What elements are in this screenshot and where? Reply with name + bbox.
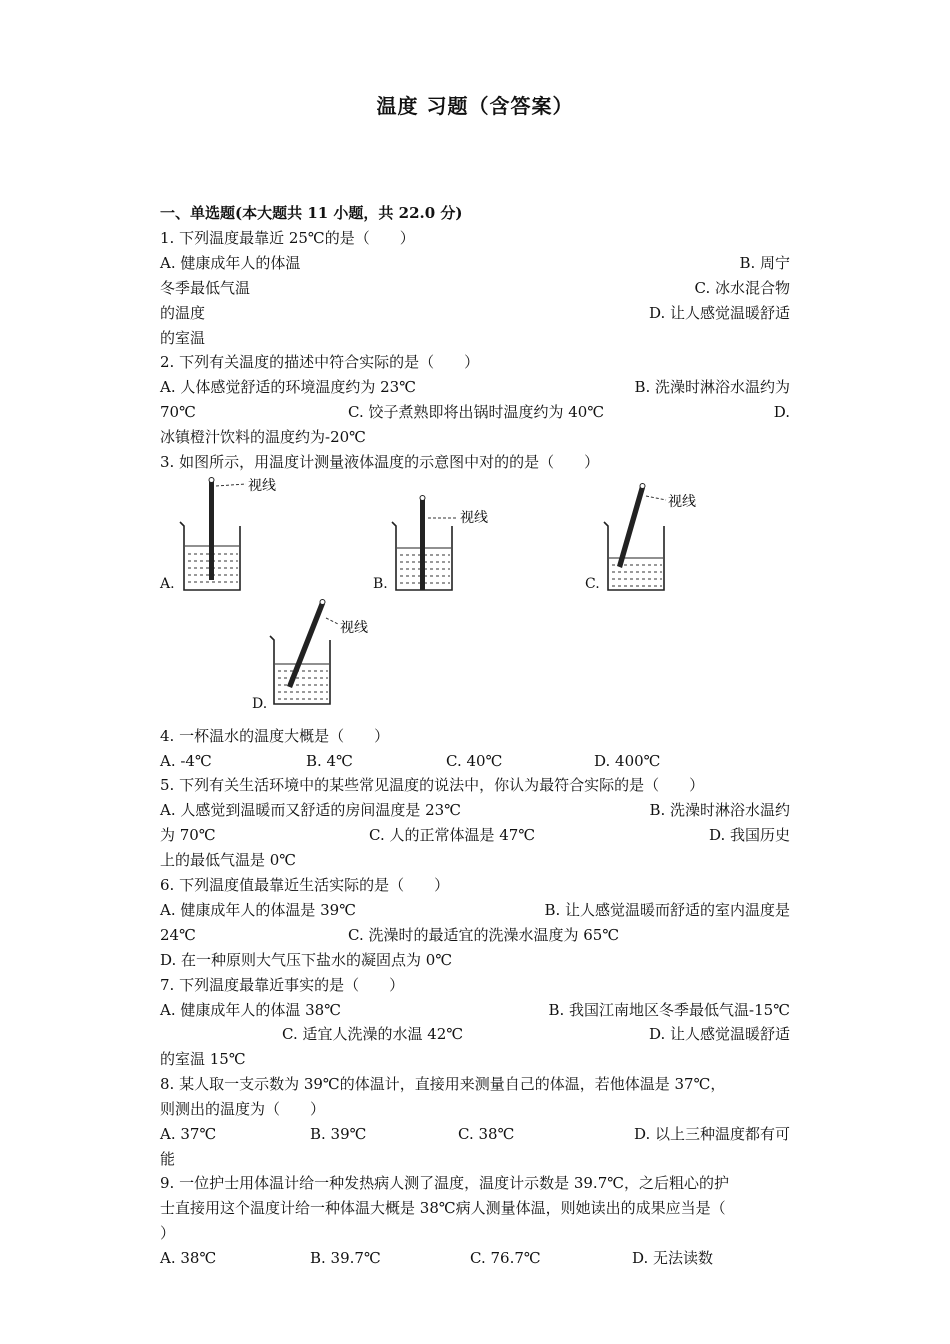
q7-option-a: A. 健康成年人的体温 38℃ [160,1001,342,1019]
q4-stem: 4. 一杯温水的温度大概是（ ） [160,727,390,745]
q9-option-a: A. 38℃ [160,1249,217,1267]
q1-line-3 [160,301,790,326]
q8-option-c: C. 38℃ [458,1125,515,1143]
q6-line-2 [160,923,790,948]
q1-option-c-cont: 的温度 [160,304,206,322]
q7-option-b: B. 我国江南地区冬季最低气温-15℃ [548,1001,790,1019]
q2-line-2 [160,400,790,425]
q3-b-sightline-label: 视线 [460,510,488,526]
q4-option-c: C. 40℃ [446,752,503,770]
q8-stem: 8. 某人取一支示数为 39℃的体温计，直接用来测量自己的体温，若他体温是 37℃， [160,1075,726,1093]
q8-option-d-cont: 能 [160,1150,176,1168]
q3-figure-c [600,478,710,594]
page-title: 温度 习题（含答案） [376,94,574,118]
q9-options [160,1246,790,1271]
q4-option-b: B. 4℃ [306,752,353,770]
q3-a-sightline-label: 视线 [248,478,276,494]
q4-options [160,749,790,774]
q7-option-d: D. 让人感觉温暖舒适 [648,1025,790,1043]
q5-option-b: B. 洗澡时淋浴水温约 [649,801,790,819]
q1-option-b-cont: 冬季最低气温 [160,279,251,297]
q6-option-b-cont: 24℃ [160,926,196,944]
q5-option-b-cont: 为 70℃ [160,826,216,844]
q5-option-a: A. 人感觉到温暖而又舒适的房间温度是 23℃ [160,801,462,819]
q3-figure-a [176,474,286,594]
q9-option-c: C. 76.7℃ [470,1249,541,1267]
q3-stem: 3. 如图所示，用温度计测量液体温度的示意图中对的的是（ ） [160,453,600,471]
q9-option-b: B. 39.7℃ [310,1249,381,1267]
q3-option-c: C. [585,576,600,592]
q5-option-d-cont: 上的最低气温是 0℃ [160,851,297,869]
q1-option-d: D. 让人感觉温暖舒适 [648,304,790,322]
q1-option-a: A. 健康成年人的体温 [160,254,301,272]
q6-option-c: C. 洗澡时的最适宜的洗澡水温度为 65℃ [348,926,620,944]
q9-stem-cont: 士直接用这个温度计给一种体温大概是 38℃病人测量体温，则她读出的成果应当是（ [160,1199,726,1217]
q1-line-2 [160,276,790,301]
q5-option-c: C. 人的正常体温是 47℃ [369,826,536,844]
q7-line-1 [160,998,790,1023]
q8-stem-cont: 则测出的温度为（ ） [160,1100,326,1118]
q1-option-d-cont: 的室温 [160,329,206,347]
q3-option-d: D. [252,696,268,712]
q6-stem: 6. 下列温度值最靠近生活实际的是（ ） [160,876,450,894]
q7-stem: 7. 下列温度最靠近事实的是（ ） [160,976,405,994]
q8-option-d: D. 以上三种温度都有可 [633,1125,790,1143]
q3-c-sightline-label: 视线 [668,494,696,510]
q5-option-d: D. 我国历史 [708,826,790,844]
q9-stem-cont-2: ） [160,1224,176,1242]
q1-stem: 1. 下列温度最靠近 25℃的是（ ） [160,229,415,247]
q4-option-a: A. -4℃ [160,752,212,770]
q7-option-d-cont: 的室温 15℃ [160,1050,246,1068]
q1-option-c: C. 冰水混合物 [694,279,790,297]
q7-option-c: C. 适宜人洗澡的水温 42℃ [282,1025,464,1043]
q3-option-a: A. [160,576,175,592]
q1-line-1 [160,251,790,276]
q2-option-b-cont: 70℃ [160,403,196,421]
q2-line-1 [160,375,790,400]
q3-figure-b [388,490,498,594]
q2-option-d: D. [773,403,790,421]
q2-option-b: B. 洗澡时淋浴水温约为 [634,378,790,396]
q5-stem: 5. 下列有关生活环境中的某些常见温度的说法中，你认为最符合实际的是（ ） [160,776,705,794]
q2-option-c: C. 饺子煮熟即将出锅时温度约为 40℃ [348,403,605,421]
q2-stem: 2. 下列有关温度的描述中符合实际的是（ ） [160,353,480,371]
q6-option-a: A. 健康成年人的体温是 39℃ [160,901,357,919]
q3-d-sightline-label: 视线 [340,620,368,636]
q5-line-1 [160,798,790,823]
q6-option-b: B. 让人感觉温暖而舒适的室内温度是 [544,901,790,919]
q1-option-b: B. 周宁 [739,254,790,272]
q2-option-d-cont: 冰镇橙汁饮料的温度约为-20℃ [160,428,366,446]
q9-stem: 9. 一位护士用体温计给一种发热病人测了温度，温度计示数是 39.7℃，之后粗心的护 [160,1174,730,1192]
q4-option-d: D. 400℃ [594,752,661,770]
q9-option-d: D. 无法读数 [632,1249,714,1267]
q8-option-b: B. 39℃ [310,1125,367,1143]
section-heading: 一、单选题(本大题共 11 小题，共 22.0 分) [160,204,463,222]
q8-options [160,1122,790,1147]
q6-option-d: D. 在一种原则大气压下盐水的凝固点为 0℃ [160,951,453,969]
q6-line-1 [160,898,790,923]
q5-line-2 [160,823,790,848]
q2-option-a: A. 人体感觉舒适的环境温度约为 23℃ [160,378,417,396]
q3-figure-d [266,596,386,712]
q3-option-b: B. [373,576,388,592]
q8-option-a: A. 37℃ [160,1125,217,1143]
